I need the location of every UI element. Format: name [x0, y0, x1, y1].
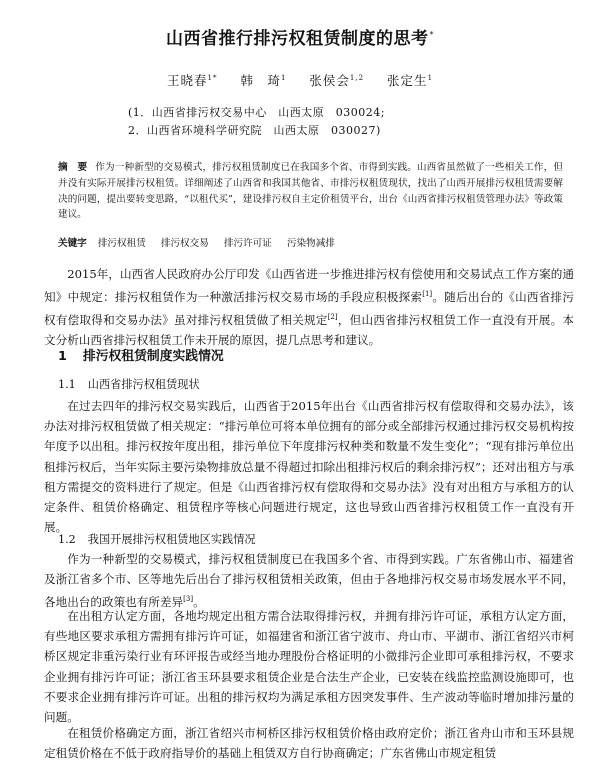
affiliation-line: 2．山西省环境科学研究院 山西太原 030027): [128, 124, 381, 137]
body-text: 。: [193, 595, 205, 610]
author-name: 韩 琦: [240, 73, 281, 88]
author: [387, 73, 433, 88]
intro-text: ，但山西省排污权租赁工作一直没有开展。本文分析山西省排污权租赁工作未开展的原因，提几点思考和建议。: [44, 313, 574, 348]
author-affiliation-mark: 1: [427, 73, 434, 82]
keyword: 排污许可证: [223, 238, 272, 249]
keyword: 排污权交易: [160, 238, 209, 249]
abstract-text: 作为一种新型的交易模式，排污权租赁制度已在我国多个省、市得到实践。山西省虽然做了一些相关工作，但并没有实际开展排污权租赁。详细阐述了山西省和我国其他省、市排污权租赁现状，找出了山西开展排污权租赁需要解决的问题，提出要转变思路，“以租代买”，建设排污权自主定价租赁平台，出台《山西省排污权租赁管理办法》等政策建议。: [58, 162, 564, 221]
title-footnote-mark: *: [429, 30, 434, 40]
paper-title: [0, 24, 600, 49]
title-text: 山西省推行排污权租赁制度的思考: [166, 29, 429, 49]
section-heading: [58, 345, 224, 364]
subsection-number: 1.2: [58, 533, 76, 546]
body-paragraph: [44, 549, 574, 612]
author-affiliation-mark: 1,2: [349, 73, 365, 82]
author-name: 张侯会: [309, 73, 350, 88]
author-affiliation-mark: 1: [280, 73, 287, 82]
abstract-label: 摘 要: [58, 162, 88, 173]
author-name: 王晓春: [166, 73, 208, 88]
section-number: 1: [58, 349, 67, 364]
intro-paragraph: [44, 264, 574, 351]
intro-text: 。随后出台的《山西省排污权有偿取得和交易办法》虽对排污权租赁做了相关规定: [44, 290, 574, 328]
subsection-heading: [58, 531, 256, 547]
subsection-title: 山西省排污权租赁现状: [87, 378, 200, 391]
body-paragraph: 在租赁价格确定方面，浙江省绍兴市柯桥区排污权租赁价格由政府定价；浙江省舟山市和玉环县规定租赁价格在不低于政府指导价的基础上租赁双方自行协商确定；广东省佛山市规定租赁: [44, 726, 574, 761]
keywords: [58, 235, 563, 249]
body-paragraph: 在过去四年的排污权交易实践后，山西省于2015年出台《山西省排污权有偿取得和交易办法》，该办法对排污权租赁做了相关规定：“排污单位可将本单位拥有的部分或全部排污权通过排污权交易机构按年度予以出租。排污权按年度出租，排污单位下年度排污权种类和数量不发生变化”；“现有排污单位出租排污权后，当年实际主要污染物排放总量不得超过扣除出租排污权后的剩余排污权”；还对出租方与承租方需提交的资料进行了规定。但是《山西省排污权有偿取得和交易办法》没有对出租方与承租方的认定条件、租赁价格确定、租赁程序等核心问题进行规定，这也导致山西省排污权租赁工作一直没有开展。: [44, 399, 574, 535]
author: [309, 73, 364, 88]
section-title: 排污权租赁制度实践情况: [82, 349, 224, 364]
intro-text: 2015年，山西省人民政府办公厅印发《山西省进一步推进排污权有偿使用和交易试点工作方案的通知》中规定：排污权租赁作为一种激活排污权交易市场的手段应积极探索: [44, 267, 574, 305]
keywords-label: 关键字: [58, 238, 87, 249]
author-list: [0, 71, 600, 89]
body-paragraph: 在出租方认定方面，各地均规定出租方需合法取得排污权，并拥有排污许可证，承租方认定方面，有些地区要求承租方需拥有排污许可证，如福建省和浙江省宁波市、舟山市、平湖市、浙江省绍兴市柯桥区规定非重污染行业有环评报告或经当地办理股份合格证明的小微排污企业即可承租排污权，不要求企业拥有排污许可证；浙江省玉环县要求租赁企业是合法生产企业，已安装在线监控监测设施即可，也不要求企业拥有排污许可证。出租的排污权均为满足承租方因突发事件、生产波动等临时增加排污量的问题。: [44, 609, 574, 725]
author: [240, 73, 286, 88]
citation[interactable]: [3]: [183, 595, 194, 604]
keyword: 污染物减排: [286, 238, 335, 249]
author: [167, 73, 217, 88]
author-name: 张定生: [387, 73, 428, 88]
author-affiliation-mark: 1*: [207, 73, 218, 82]
affiliation-line: (1．山西省排污权交易中心 山西太原 030024;: [128, 106, 385, 119]
subsection-heading: [58, 376, 200, 392]
abstract: [58, 160, 563, 223]
citation[interactable]: [2]: [327, 313, 338, 322]
body-text: 作为一种新型的交易模式，排污权租赁制度已在我国多个省、市得到实践。广东省佛山市、福建省及浙江省多个市、区等地先后出台了排污权租赁相关政策，但由于各地排污权交易市场发展水平不同，各地出台的政策也有所差异: [44, 552, 574, 610]
keyword: 排污权租赁: [97, 238, 146, 249]
subsection-number: 1.1: [58, 378, 76, 391]
subsection-title: 我国开展排污权租赁地区实践情况: [87, 533, 256, 546]
citation[interactable]: [1]: [422, 290, 433, 299]
